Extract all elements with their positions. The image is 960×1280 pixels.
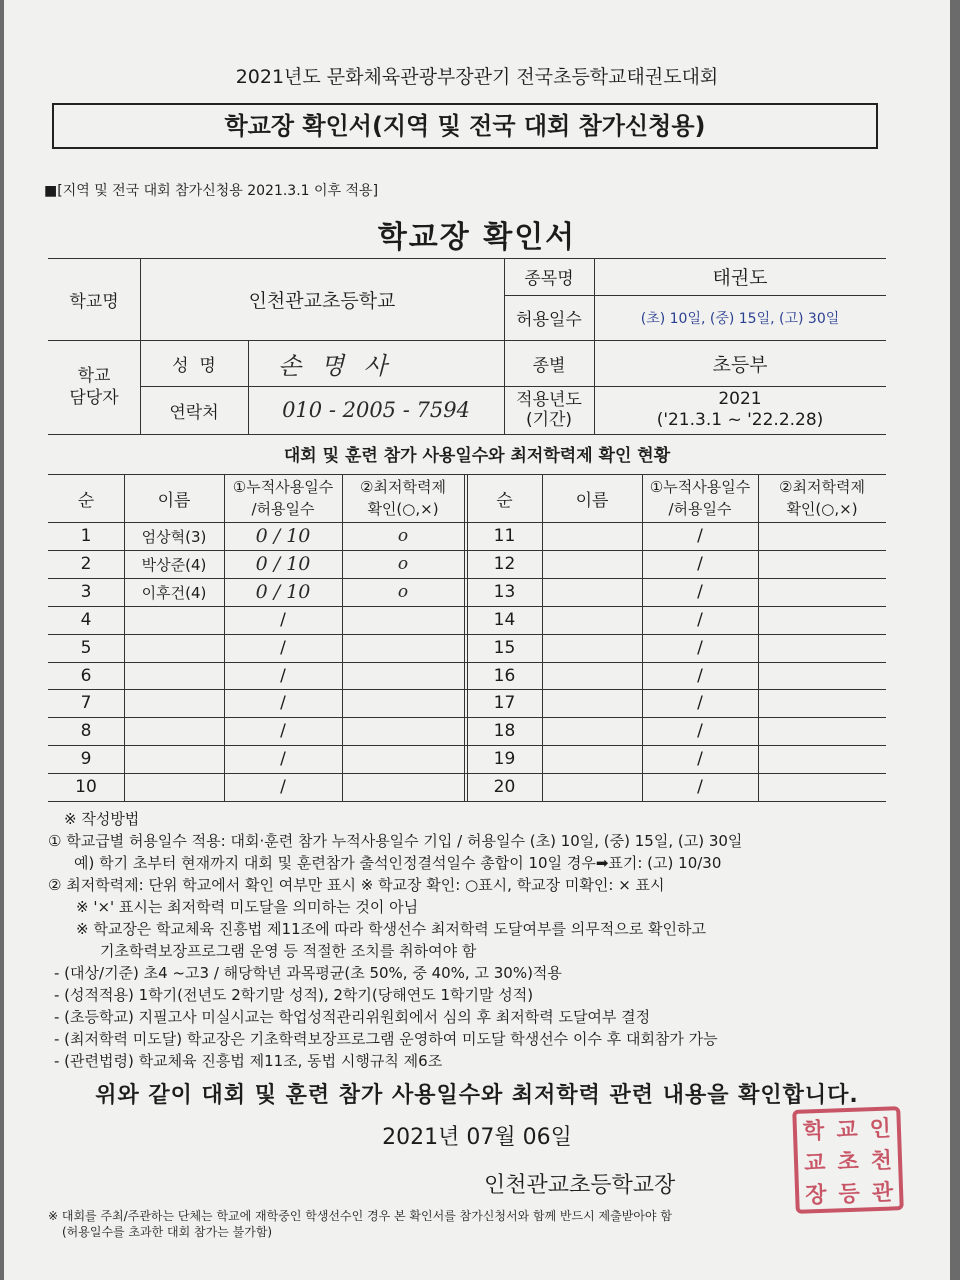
row-number: 4 (80, 610, 92, 630)
row-number: 15 (493, 638, 516, 658)
min-academic-check (342, 689, 464, 717)
student-name (124, 662, 224, 690)
usage-days: 0 / 10 (255, 553, 311, 575)
footer-note (48, 1208, 672, 1240)
student-name (542, 606, 642, 634)
row-number: 20 (493, 777, 516, 797)
seal-char: 교 (835, 1117, 859, 1143)
note-line: ② 최저학력제: 단위 학교에서 확인 여부만 표시 ※ 학교장 확인: ○표시, 학교장 미확인: × 표시 (48, 876, 665, 894)
seal-char: 관 (871, 1179, 894, 1206)
usage-days: / (697, 554, 703, 574)
min-academic-check (342, 634, 464, 662)
usage-days: / (697, 693, 703, 713)
usage-days: / (697, 638, 703, 658)
seal-char: 학 (802, 1118, 825, 1145)
usage-days: / (280, 721, 286, 741)
usage-table-title: 대회 및 훈련 참가 사용일수와 최저학력제 확인 현황 (283, 446, 671, 466)
info-table-bottom-border (48, 434, 886, 435)
allowed-days-label: 허용일수 (516, 310, 582, 330)
usage-days: / (280, 693, 286, 713)
confirmation-date: 2021년 07월 06일 (382, 1125, 572, 1150)
event-title: 2021년도 문화체육관광부장관기 전국초등학교태권도대회 (235, 66, 719, 88)
row-number: 2 (80, 554, 92, 574)
usage-days: 0 / 10 (255, 525, 311, 547)
principal-name: 인천관교초등학교장 (484, 1173, 676, 1198)
student-name (542, 662, 642, 690)
usage-days: / (697, 582, 703, 602)
min-academic-check (342, 717, 464, 745)
min-academic-check (758, 634, 886, 662)
row-number: 19 (493, 749, 516, 769)
usage-days: / (697, 721, 703, 741)
seal-char: 천 (870, 1147, 893, 1174)
student-name (124, 606, 224, 634)
note-line: - (관련법령) 학교체육 진흥법 제11조, 동법 시행규칙 제6조 (54, 1052, 443, 1070)
school-manager-label: 학교 담당자 (69, 366, 119, 408)
applied-year-value: 2021 (718, 389, 762, 409)
usage-days: 0 / 10 (255, 581, 311, 603)
event-label: 종목명 (524, 269, 574, 289)
usage-days: / (697, 526, 703, 546)
row-number: 7 (80, 693, 92, 713)
seal-char: 인 (869, 1115, 892, 1142)
row-number: 11 (493, 526, 516, 546)
row-number: 1 (80, 526, 92, 546)
student-name (542, 634, 642, 662)
note-line: ※ '×' 표시는 최저학력 미도달을 의미하는 것이 아님 (76, 898, 419, 916)
min-academic-check: o (397, 554, 409, 574)
min-academic-check (342, 606, 464, 634)
division-label: 종별 (532, 355, 566, 376)
row-number: 10 (75, 777, 97, 797)
document-title: 학교장 확인서 (377, 220, 577, 255)
min-academic-check (758, 773, 886, 801)
manager-name-value: 손 명 사 (278, 351, 393, 380)
min-academic-check (758, 662, 886, 690)
student-name (542, 773, 642, 801)
student-name (542, 745, 642, 773)
manager-name-label: 성 명 (172, 355, 216, 376)
usage-days: / (280, 638, 286, 658)
note-line: - (초등학교) 지필고사 미실시교는 학업성적관리위원회에서 심의 후 최저학력 도달여부 결정 (54, 1008, 651, 1026)
min-academic-check (758, 745, 886, 773)
confirmation-statement: 위와 같이 대회 및 훈련 참가 사용일수와 최저학력 관련 내용을 확인합니다. (95, 1083, 859, 1108)
applied-year-cell (594, 386, 886, 434)
note-line: ① 학교급별 허용일수 적용: 대회·훈련 참가 누적사용일수 기입 / 허용일수 (초) 10일, (중) 15일, (고) 30일 (48, 832, 743, 850)
min-academic-check (758, 606, 886, 634)
note-line: ※ 학교장은 학교체육 진흥법 제11조에 따라 학생선수 최저학력 도달여부를 의무적으로 확인하고 (76, 920, 706, 938)
note-line: 예) 학기 초부터 현재까지 대회 및 훈련참가 출석인정결석일수 총합이 10일 경우➡표기: (고) 10/30 (74, 854, 722, 872)
col-name-right: 이름 (575, 490, 609, 511)
row-number: 3 (80, 582, 92, 602)
document-box-title: 학교장 확인서(지역 및 전국 대회 참가신청용) (52, 103, 878, 149)
student-name (542, 522, 642, 550)
min-academic-check: o (397, 582, 409, 602)
usage-days: / (697, 666, 703, 686)
student-name (542, 717, 642, 745)
footer-line: ※ 대회를 주최/주관하는 단체는 학교에 재학중인 학생선수인 경우 본 확인서를 참가신청서와 함께 반드시 제출받아야 함 (48, 1209, 672, 1223)
student-name (124, 717, 224, 745)
note-line: - (성적적용) 1학기(전년도 2학기말 성적), 2학기(당해연도 1학기말 성적) (54, 986, 534, 1004)
seal-char: 장 (804, 1182, 827, 1209)
usage-days: / (280, 749, 286, 769)
min-academic-check (758, 717, 886, 745)
col-no-left: 순 (77, 490, 95, 511)
applied-period-value: ('21.3.1 ~ '22.2.28) (656, 410, 824, 430)
footer-line: (허용일수를 초과한 대회 참가는 불가함) (62, 1225, 273, 1239)
contact-label: 연락처 (169, 402, 219, 423)
notes-heading: ※ 작성방법 (64, 810, 140, 828)
note-line: 기초학력보장프로그램 운영 등 적절한 조치를 취하여야 함 (100, 942, 477, 960)
school-name-label: 학교명 (69, 291, 119, 312)
student-name (124, 745, 224, 773)
usage-days: / (697, 749, 703, 769)
row-number: 16 (493, 666, 516, 686)
school-seal-stamp (792, 1106, 904, 1214)
student-name: 이후건(4) (141, 583, 207, 602)
col-days-right: ①누적사용일수 /허용일수 (649, 478, 751, 518)
min-academic-check (342, 773, 464, 801)
applied-year-label: 적용년도 (기간) (516, 390, 582, 430)
min-academic-check: o (397, 526, 409, 546)
min-academic-check (758, 689, 886, 717)
usage-days: / (697, 610, 703, 630)
usage-center-divider (464, 474, 465, 801)
row-number: 14 (493, 610, 516, 630)
min-academic-check (342, 662, 464, 690)
document-paper (4, 0, 950, 1280)
student-name (542, 689, 642, 717)
row-number: 8 (80, 721, 92, 741)
col-no-right: 순 (496, 490, 513, 511)
row-number: 17 (493, 693, 516, 713)
seal-char: 교 (803, 1150, 826, 1177)
row-number: 5 (80, 638, 92, 658)
row-number: 9 (80, 749, 92, 769)
student-name (124, 634, 224, 662)
row-number: 6 (80, 666, 92, 686)
student-name: 엄상혁(3) (141, 527, 207, 546)
contact-value: 010 - 2005 - 7594 (282, 398, 470, 422)
usage-table-bottom-border (48, 801, 886, 802)
row-number: 12 (493, 554, 516, 574)
allowed-days-value: (초) 10일, (중) 15일, (고) 30일 (640, 310, 840, 327)
min-academic-check (758, 550, 886, 578)
student-name (124, 773, 224, 801)
row-number: 13 (493, 582, 516, 602)
division-value: 초등부 (712, 353, 768, 376)
col-days-left: ①누적사용일수 /허용일수 (232, 478, 334, 518)
student-name (542, 550, 642, 578)
seal-char: 등 (838, 1181, 861, 1207)
row-number: 18 (493, 721, 516, 741)
col-check-left: ②최저학력제 확인(○,×) (360, 478, 446, 518)
school-name-value: 인천관교초등학교 (248, 289, 396, 312)
min-academic-check (758, 578, 886, 606)
event-value: 태권도 (712, 267, 768, 289)
min-academic-check (758, 522, 886, 550)
col-name-left: 이름 (157, 490, 191, 511)
student-name: 박상준(4) (141, 555, 207, 574)
application-notice: ■[지역 및 전국 대회 참가신청용 2021.3.1 이후 적용] (44, 183, 379, 199)
note-line: - (대상/기준) 초4 ~고3 / 해당학년 과목평균(초 50%, 중 40%, 고 30%)적용 (54, 964, 562, 982)
seal-char: 초 (836, 1149, 860, 1175)
min-academic-check (342, 745, 464, 773)
usage-days: / (280, 666, 286, 686)
usage-days: / (280, 610, 286, 630)
usage-days: / (280, 777, 286, 797)
usage-days: / (697, 777, 703, 797)
student-name (542, 578, 642, 606)
col-check-right: ②최저학력제 확인(○,×) (779, 478, 865, 518)
student-name (124, 689, 224, 717)
note-line: - (최저학력 미도달) 학교장은 기초학력보장프로그램 운영하여 미도달 학생선수 이수 후 대회참가 가능 (54, 1030, 718, 1048)
